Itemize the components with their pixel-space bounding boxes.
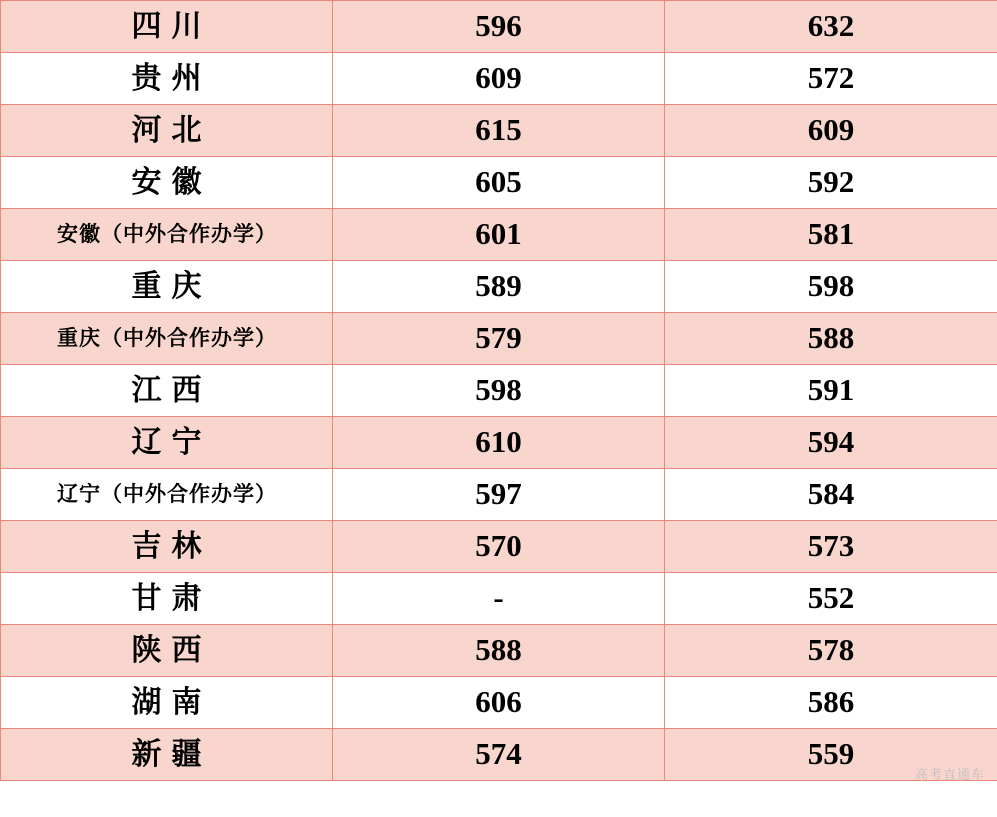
region-cell: 甘肃 bbox=[1, 573, 333, 625]
score-cell-2: 584 bbox=[665, 469, 997, 521]
table-row bbox=[1, 677, 997, 729]
score-cell-2: 572 bbox=[665, 53, 997, 105]
table-row bbox=[1, 209, 997, 261]
score-cell-2: 588 bbox=[665, 313, 997, 365]
region-cell: 辽宁 bbox=[1, 417, 333, 469]
table-row bbox=[1, 729, 997, 781]
score-cell-2: 581 bbox=[665, 209, 997, 261]
table-row bbox=[1, 313, 997, 365]
score-cell-1: - bbox=[333, 573, 665, 625]
table-row bbox=[1, 157, 997, 209]
table-row bbox=[1, 417, 997, 469]
score-cell-1: 601 bbox=[333, 209, 665, 261]
region-cell: 贵州 bbox=[1, 53, 333, 105]
score-cell-1: 588 bbox=[333, 625, 665, 677]
score-cell-2: 573 bbox=[665, 521, 997, 573]
table-body bbox=[1, 1, 997, 781]
score-cell-2: 591 bbox=[665, 365, 997, 417]
score-cell-2: 632 bbox=[665, 1, 997, 53]
score-cell-2: 586 bbox=[665, 677, 997, 729]
region-cell: 新疆 bbox=[1, 729, 333, 781]
table-row bbox=[1, 53, 997, 105]
score-cell-2: 594 bbox=[665, 417, 997, 469]
table-row bbox=[1, 625, 997, 677]
score-cell-2: 559 bbox=[665, 729, 997, 781]
score-cell-1: 609 bbox=[333, 53, 665, 105]
score-cell-1: 615 bbox=[333, 105, 665, 157]
watermark-label: 高考直通车 bbox=[914, 767, 985, 782]
table-row bbox=[1, 1, 997, 53]
region-cell: 重庆 bbox=[1, 261, 333, 313]
score-cell-1: 606 bbox=[333, 677, 665, 729]
table-row bbox=[1, 521, 997, 573]
region-cell: 重庆（中外合作办学） bbox=[1, 313, 333, 365]
table-row bbox=[1, 573, 997, 625]
score-cell-2: 609 bbox=[665, 105, 997, 157]
table-row bbox=[1, 469, 997, 521]
score-cell-1: 596 bbox=[333, 1, 665, 53]
score-cell-1: 605 bbox=[333, 157, 665, 209]
region-cell: 江西 bbox=[1, 365, 333, 417]
score-cell-1: 574 bbox=[333, 729, 665, 781]
region-cell: 吉林 bbox=[1, 521, 333, 573]
region-cell: 辽宁（中外合作办学） bbox=[1, 469, 333, 521]
score-cell-1: 598 bbox=[333, 365, 665, 417]
score-cell-1: 570 bbox=[333, 521, 665, 573]
score-cell-2: 592 bbox=[665, 157, 997, 209]
score-cell-1: 589 bbox=[333, 261, 665, 313]
score-cell-1: 597 bbox=[333, 469, 665, 521]
score-cell-1: 610 bbox=[333, 417, 665, 469]
region-cell: 四川 bbox=[1, 1, 333, 53]
region-cell: 河北 bbox=[1, 105, 333, 157]
score-cell-2: 552 bbox=[665, 573, 997, 625]
region-cell: 湖南 bbox=[1, 677, 333, 729]
score-cell-1: 579 bbox=[333, 313, 665, 365]
region-cell: 安徽（中外合作办学） bbox=[1, 209, 333, 261]
score-cell-2: 598 bbox=[665, 261, 997, 313]
region-cell: 安徽 bbox=[1, 157, 333, 209]
table-row bbox=[1, 105, 997, 157]
score-cell-2: 578 bbox=[665, 625, 997, 677]
table-row bbox=[1, 261, 997, 313]
region-cell: 陕西 bbox=[1, 625, 333, 677]
table-row bbox=[1, 365, 997, 417]
